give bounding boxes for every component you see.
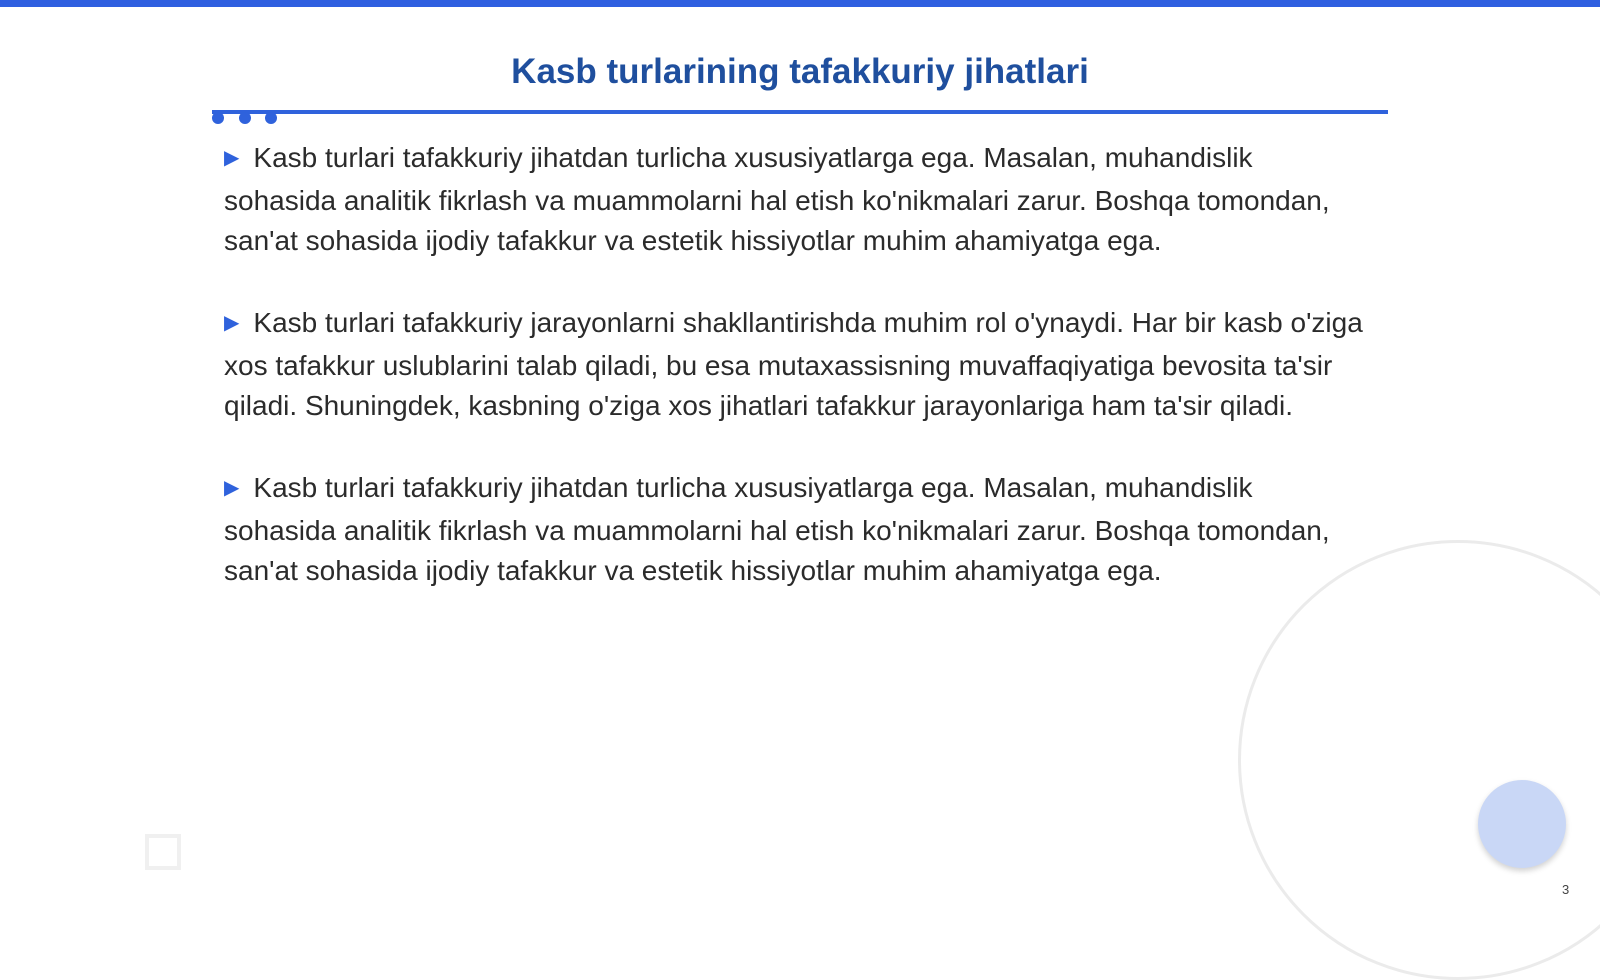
paragraph-text: Kasb turlari tafakkuriy jarayonlarni shakllantirishda muhim rol o'ynaydi. Har bir kasb o'ziga xos tafakkur uslublarini talab qiladi, bu esa mutaxassisning muvaffaqiyatiga bevosita ta'sir qiladi. Shuningdek, kasbning o'ziga xos jihatlari tafakkur jarayonlariga ham ta'sir qiladi. <box>224 307 1363 421</box>
decorative-dot <box>212 112 224 124</box>
bullet-paragraph <box>224 138 1364 261</box>
decorative-circle-filled <box>1478 780 1566 868</box>
decorative-dot <box>239 112 251 124</box>
decorative-dot <box>265 112 277 124</box>
top-accent-bar <box>0 0 1600 7</box>
page-number: 3 <box>1562 882 1570 897</box>
bullet-paragraph <box>224 303 1364 426</box>
triangle-bullet-icon: ▶ <box>224 312 240 334</box>
slide-title: Kasb turlarining tafakkuriy jihatlari <box>511 52 1089 91</box>
paragraph-text: Kasb turlari tafakkuriy jihatdan turlicha xususiyatlarga ega. Masalan, muhandislik sohasida analitik fikrlash va muammolarni hal etish ko'nikmalari zarur. Boshqa tomondan, san'at sohasida ijodiy tafakkur va estetik hissiyotlar muhim ahamiyatga ega. <box>224 472 1330 586</box>
paragraph-text: Kasb turlari tafakkuriy jihatdan turlicha xususiyatlarga ega. Masalan, muhandislik sohasida analitik fikrlash va muammolarni hal etish ko'nikmalari zarur. Boshqa tomondan, san'at sohasida ijodiy tafakkur va estetik hissiyotlar muhim ahamiyatga ega. <box>224 142 1330 256</box>
bullet-paragraph <box>224 468 1364 591</box>
decorative-square <box>145 834 181 870</box>
slide-body <box>224 138 1364 633</box>
title-underline <box>212 110 1388 114</box>
triangle-bullet-icon: ▶ <box>224 147 240 169</box>
triangle-bullet-icon: ▶ <box>224 477 240 499</box>
